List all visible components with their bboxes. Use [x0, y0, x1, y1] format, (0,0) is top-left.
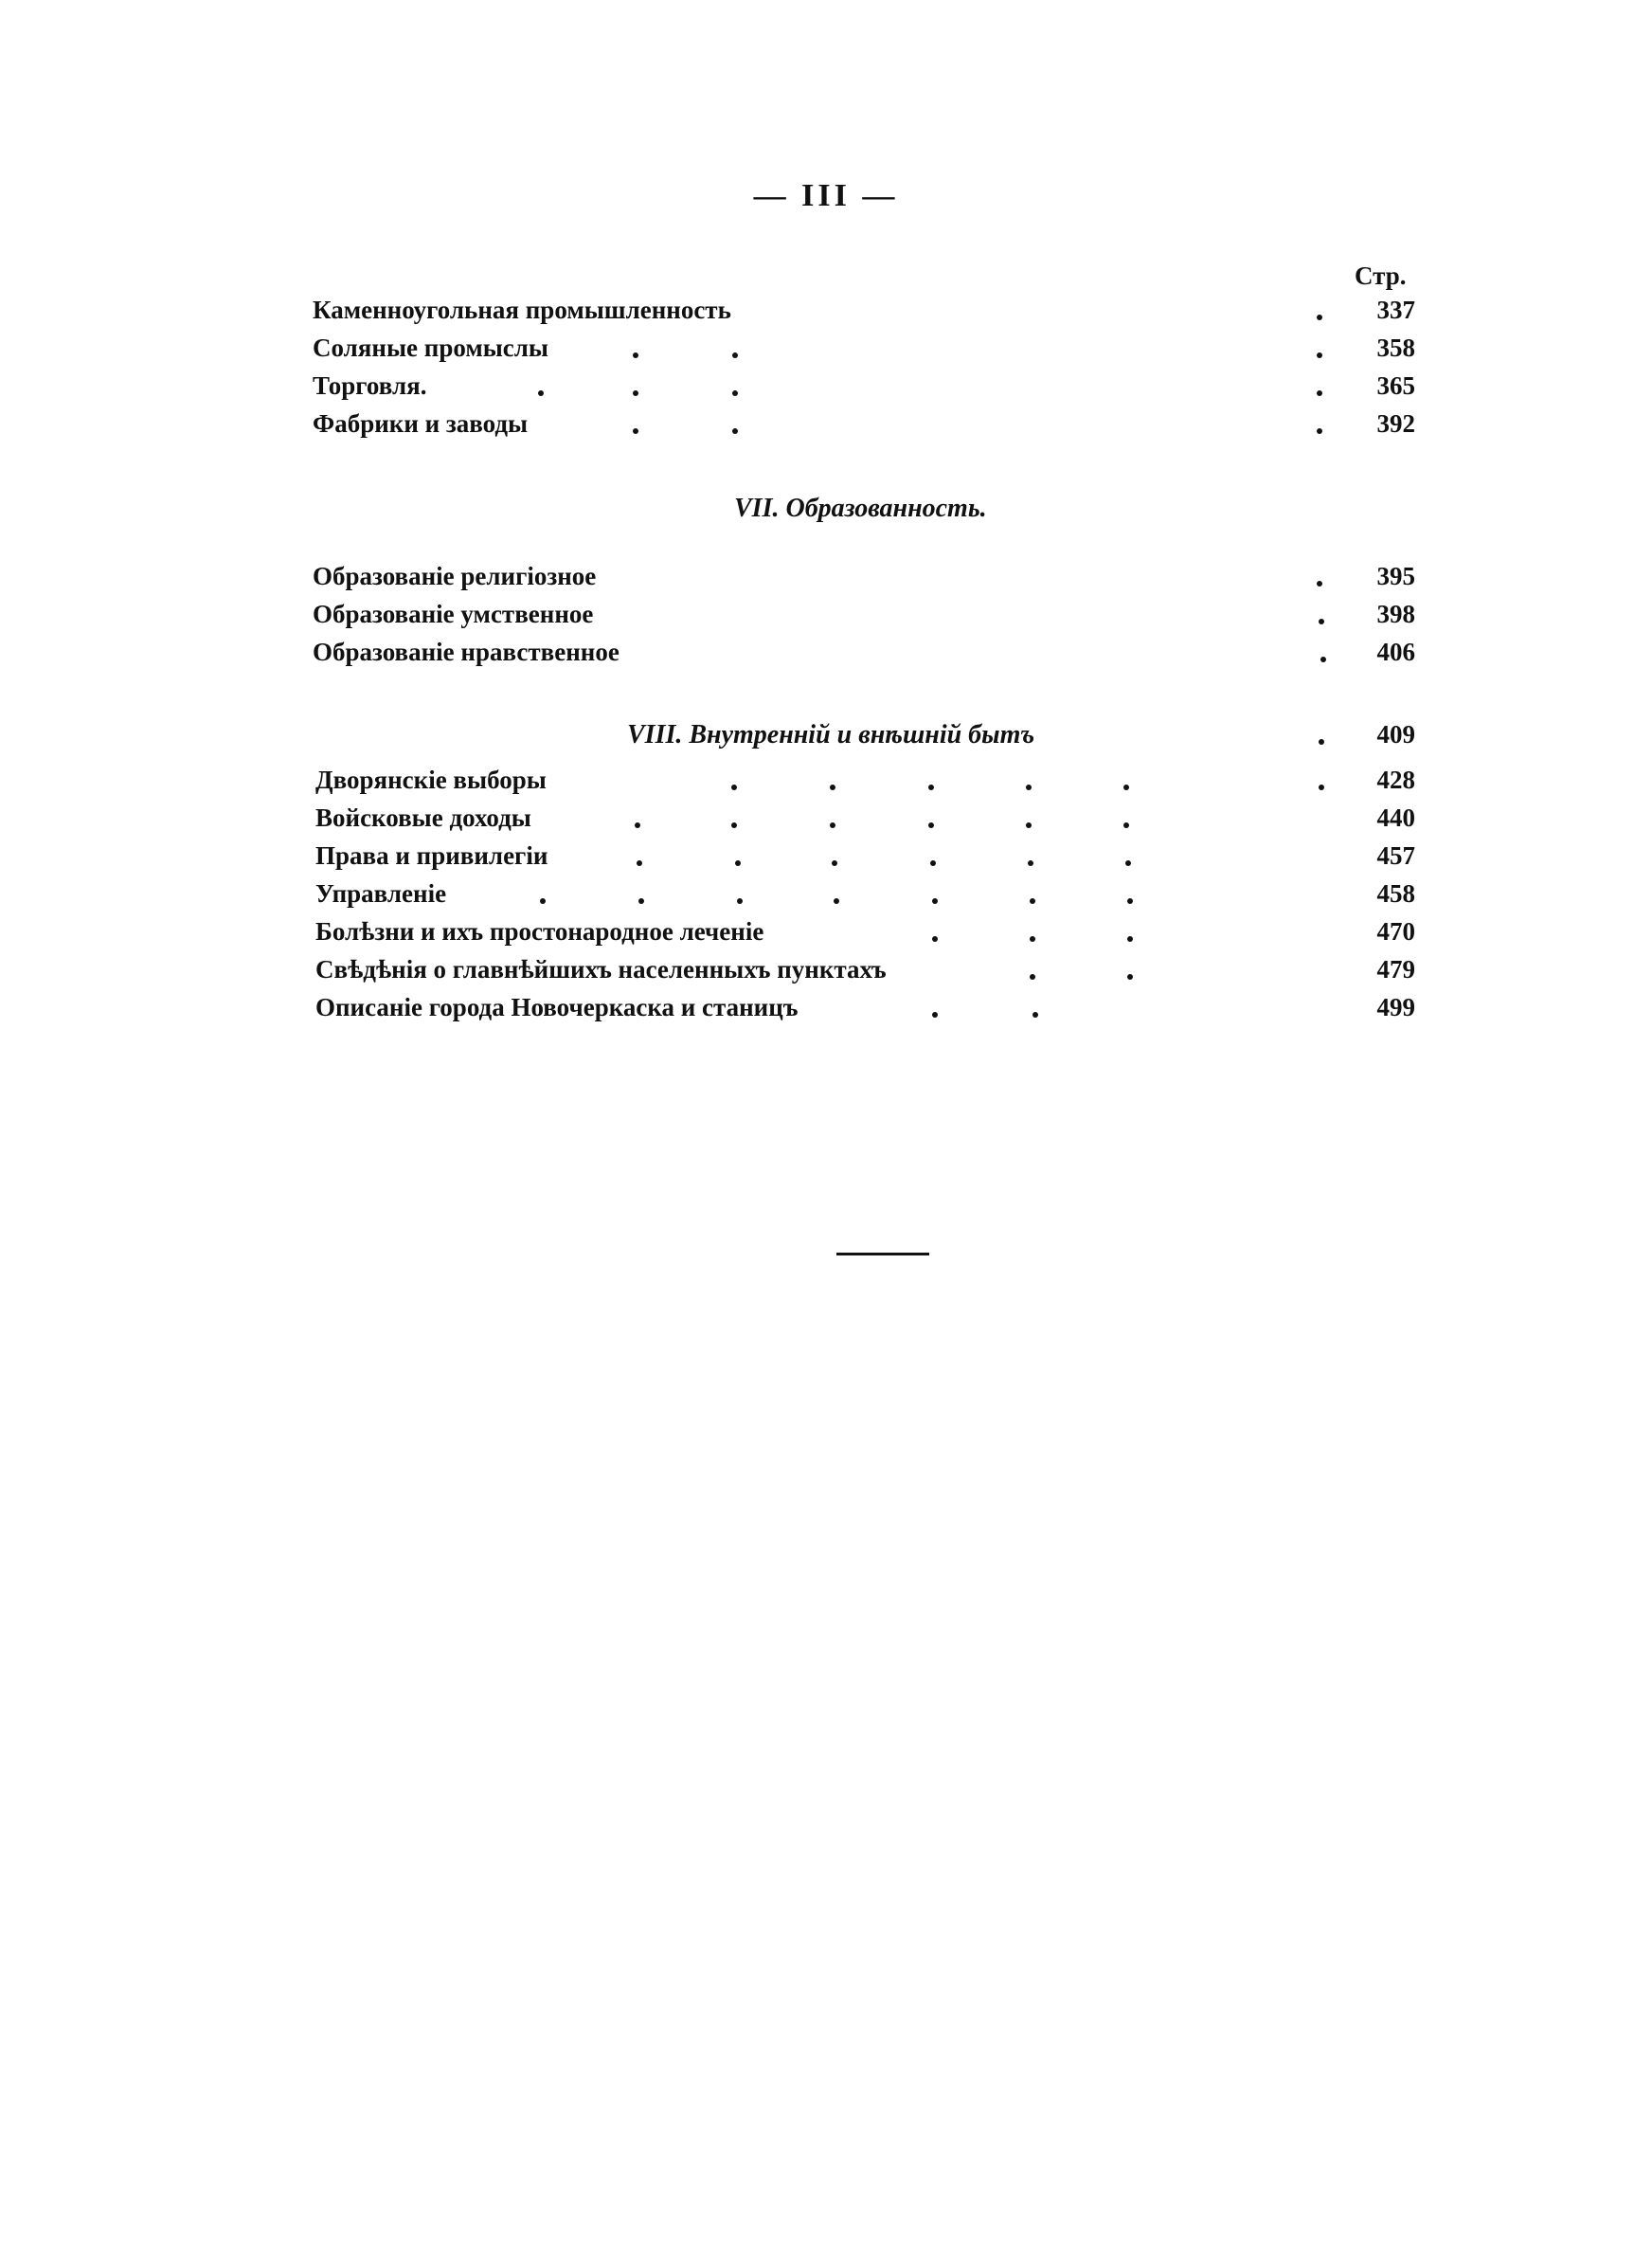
toc-entry-page: 479 [1376, 955, 1415, 984]
leader-dot [930, 860, 936, 866]
leader-dot [1030, 936, 1035, 942]
toc-entry-page: 365 [1376, 371, 1415, 400]
toc-entry-title: Права и привилегіи [315, 841, 548, 870]
leader-dot [1032, 1012, 1038, 1018]
end-rule [836, 1253, 929, 1255]
leader-dot [928, 822, 934, 828]
leader-dot [1127, 974, 1133, 980]
section-heading: VII. Образованность. [734, 494, 987, 523]
toc-entry [0, 993, 1652, 1031]
leader-dot [1127, 898, 1133, 904]
toc-entry-title: Войсковые доходы [315, 803, 531, 832]
leader-dot [834, 898, 839, 904]
page-number: — III — [753, 178, 899, 213]
leader-dot [633, 390, 638, 396]
toc-entry [0, 409, 1652, 447]
leader-dot [737, 898, 743, 904]
toc-entry-title: Управленіе [315, 879, 447, 908]
leader-dot [830, 785, 835, 790]
section-heading: VIII. Внутренній и внѣшній бытъ [627, 720, 1035, 749]
toc-entry-page: 499 [1376, 993, 1415, 1021]
toc-entry-page: 395 [1376, 562, 1415, 590]
leader-dot [1028, 860, 1033, 866]
toc-entry-title: Болѣзни и ихъ простонародное леченіе [315, 917, 764, 946]
toc-entry-page: 428 [1376, 766, 1415, 794]
toc-entry [0, 955, 1652, 993]
toc-entry [0, 803, 1652, 841]
leader-dot [732, 390, 738, 396]
toc-entry-title: Дворянскіе выборы [315, 766, 547, 794]
toc-entry-page: 409 [1376, 720, 1415, 749]
toc-entry-title: Образованіе умственное [313, 600, 594, 628]
leader-dot [932, 898, 938, 904]
leader-dot [732, 352, 738, 358]
toc-entry-title: Фабрики и заводы [313, 409, 529, 438]
toc-entry-title: Соляные промыслы [313, 334, 549, 362]
leader-dot [633, 352, 638, 358]
toc-entry-page: 470 [1376, 917, 1415, 946]
section-heading-row [0, 720, 1652, 758]
leader-dot [830, 822, 835, 828]
toc-entry [0, 841, 1652, 879]
leader-dot [637, 860, 642, 866]
leader-dot [1030, 898, 1035, 904]
toc-entry [0, 600, 1652, 638]
leader-dot [1317, 581, 1322, 587]
leader-dot [928, 785, 934, 790]
leader-dot [932, 1012, 938, 1018]
leader-dot [731, 822, 737, 828]
leader-dot [1317, 428, 1322, 434]
toc-entry-page: 457 [1376, 841, 1415, 870]
leader-dot [1319, 739, 1324, 745]
toc-entry-page: 392 [1376, 409, 1415, 438]
toc-entry-title: Торговля. [313, 371, 427, 400]
leader-dot [1319, 619, 1324, 624]
toc-entry [0, 371, 1652, 409]
toc-entry-title: Каменноугольная промышленность [313, 296, 731, 324]
page-column-label: Стр. [1355, 262, 1407, 290]
leader-dot [1317, 390, 1322, 396]
toc-entry [0, 879, 1652, 917]
toc-entry-title: Описаніе города Новочеркаска и станицъ [315, 993, 799, 1021]
leader-dot [1123, 822, 1129, 828]
leader-dot [731, 785, 737, 790]
toc-entry-title: Образованіе нравственное [313, 638, 620, 666]
toc-entry [0, 917, 1652, 955]
leader-dot [633, 428, 638, 434]
toc-entry-page: 358 [1376, 334, 1415, 362]
leader-dot [1320, 657, 1326, 662]
toc-entry-page: 398 [1376, 600, 1415, 628]
toc-entry [0, 296, 1652, 334]
leader-dot [538, 390, 544, 396]
leader-dot [1125, 860, 1131, 866]
toc-entry [0, 562, 1652, 600]
toc-entry-title: Образованіе религіозное [313, 562, 597, 590]
leader-dot [932, 936, 938, 942]
leader-dot [1123, 785, 1129, 790]
leader-dot [635, 822, 640, 828]
toc-entry-page: 458 [1376, 879, 1415, 908]
leader-dot [1317, 352, 1322, 358]
toc-entry [0, 638, 1652, 676]
toc-entry [0, 766, 1652, 803]
leader-dot [540, 898, 546, 904]
leader-dot [732, 428, 738, 434]
leader-dot [735, 860, 741, 866]
toc-entry [0, 334, 1652, 371]
leader-dot [1127, 936, 1133, 942]
leader-dot [638, 898, 644, 904]
leader-dot [1319, 785, 1324, 790]
toc-entry-page: 440 [1376, 803, 1415, 832]
toc-entry-page: 337 [1376, 296, 1415, 324]
leader-dot [1026, 822, 1032, 828]
toc-entry-title: Свѣдѣнія о главнѣйшихъ населенныхъ пунктахъ [315, 955, 887, 984]
leader-dot [1026, 785, 1032, 790]
leader-dot [1317, 315, 1322, 320]
leader-dot [1030, 974, 1035, 980]
leader-dot [832, 860, 837, 866]
toc-entry-page: 406 [1376, 638, 1415, 666]
